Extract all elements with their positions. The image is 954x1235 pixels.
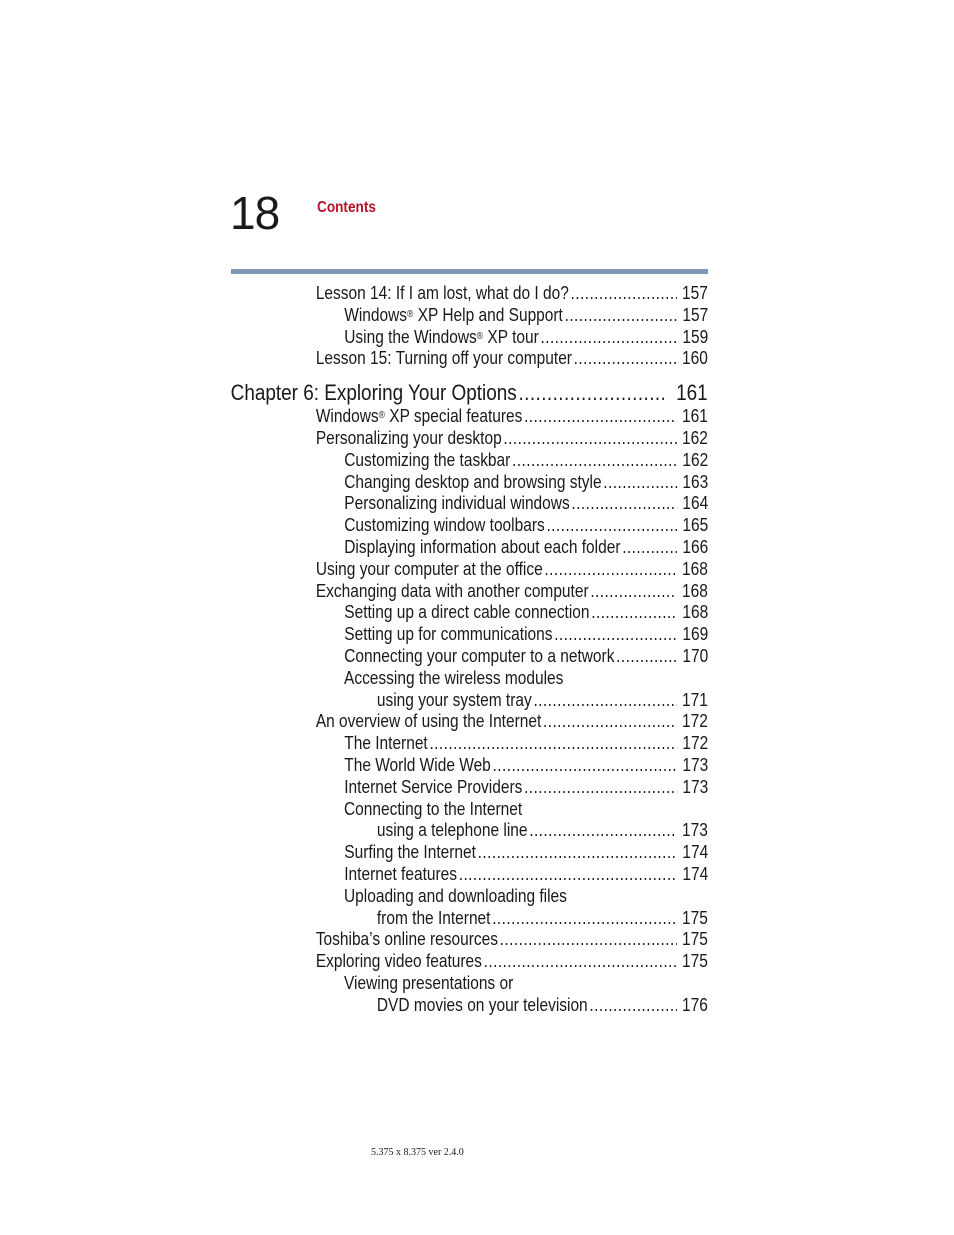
running-head: Contents [317,199,376,216]
toc-entry-page: 175 [682,907,708,928]
toc-entry-title: Personalizing individual windows [344,493,570,514]
dot-leader [524,777,677,799]
toc-entry-title: Setting up for communications [344,624,553,645]
toc-entry-title: Displaying information about each folder [344,536,621,557]
toc-entry-page: 175 [682,929,708,950]
toc-entry[interactable] [231,842,708,864]
toc-entry-page: 163 [682,471,708,492]
toc-entry-title: Toshiba’s online resources [316,929,499,950]
toc-entry[interactable] [231,711,708,733]
dot-leader [571,493,677,515]
toc-entry-title: Internet features [344,863,457,884]
toc-chapter-6[interactable] [231,380,708,406]
table-of-contents [231,283,708,1017]
dot-leader [534,690,677,712]
toc-entry-page: 168 [682,602,708,623]
toc-entry-title: Setting up a direct cable connection [344,602,590,623]
toc-entry-continued[interactable] [231,799,708,821]
toc-entry[interactable] [231,624,708,646]
toc-entry-page: 165 [682,515,708,536]
toc-entry-page: 175 [682,951,708,972]
toc-entry[interactable] [231,472,708,494]
toc-entry[interactable] [231,581,708,603]
header-rule [231,269,708,274]
registered-mark: ® [476,330,483,342]
dot-leader [524,406,677,428]
toc-entry[interactable] [231,646,708,668]
toc-entry-title: Lesson 15: Turning off your computer [316,348,573,369]
toc-entry-title: Exchanging data with another computer [316,580,589,601]
toc-entry-title: Surfing the Internet [344,842,476,863]
toc-entry-page: 173 [682,776,708,797]
dot-leader [574,348,677,370]
toc-entry-page: 168 [682,580,708,601]
toc-entry[interactable] [231,559,708,581]
toc-entry-title: Viewing presentations or [344,972,514,993]
toc-entry[interactable] [231,450,708,472]
toc-entry-page: 172 [682,711,708,732]
toc-entry[interactable] [231,428,708,450]
toc-entry-continued[interactable] [231,668,708,690]
toc-entry-title: Customizing the taskbar [344,449,511,470]
toc-entry-title: Internet Service Providers [344,776,523,797]
chapter-page: 161 [676,380,708,406]
dot-leader [477,842,677,864]
dot-leader [500,929,677,951]
toc-entry-page: 174 [682,863,708,884]
dot-leader [540,327,677,349]
toc-entry[interactable] [231,690,708,712]
dot-leader [484,951,677,973]
toc-entry-page: 176 [682,994,708,1015]
toc-entry-page: 160 [682,348,708,369]
dot-leader [543,711,677,733]
toc-entry[interactable] [231,864,708,886]
toc-entry-page: 171 [682,689,708,710]
toc-entry-title: Using your computer at the office [316,558,543,579]
toc-entry-page: 157 [682,304,708,325]
toc-entry-page: 174 [682,842,708,863]
toc-entry-lesson-14[interactable] [231,283,708,305]
dot-leader [571,283,677,305]
toc-entry-title: An overview of using the Internet [316,711,542,732]
dot-leader [591,602,677,624]
registered-mark: ® [406,308,414,320]
toc-entry[interactable] [231,537,708,559]
dot-leader [603,472,677,494]
toc-entry-continued[interactable] [231,886,708,908]
dot-leader [492,755,677,777]
dot-leader [616,646,677,668]
toc-entry-title: using a telephone line [377,820,528,841]
toc-entry-xp-tour[interactable] [231,327,708,349]
dot-leader [545,559,677,581]
toc-entry-title: Lesson 14: If I am lost, what do I do? [316,283,569,303]
toc-entry-page: 173 [682,820,708,841]
dot-leader [591,581,677,603]
toc-entry-title: DVD movies on your television [377,994,588,1015]
toc-entry-page: 169 [682,624,708,645]
chapter-title: Chapter 6: Exploring Your Options [231,380,518,406]
toc-entry[interactable] [231,777,708,799]
dot-leader [590,995,677,1017]
dot-leader [529,820,677,842]
toc-entry-title: Personalizing your desktop [316,427,502,448]
toc-entry-page: 159 [682,326,708,347]
dot-leader [512,450,677,472]
toc-entry[interactable] [231,755,708,777]
toc-entry-lesson-15[interactable] [231,348,708,370]
toc-entry-page: 164 [682,493,708,514]
toc-entry[interactable] [231,929,708,951]
toc-entry-title: from the Internet [377,907,491,928]
toc-entry[interactable] [231,995,708,1017]
toc-entry-page: 161 [682,406,708,427]
toc-entry-page: 157 [682,283,708,303]
toc-entry[interactable] [231,908,708,930]
toc-entry-page: 162 [682,449,708,470]
dot-leader [458,864,677,886]
toc-entry-title: Customizing window toolbars [344,515,545,536]
toc-entry-xp-help[interactable] [231,305,708,327]
toc-entry-title: Connecting your computer to a network [344,645,615,666]
dot-leader [546,515,677,537]
toc-entry-continued[interactable] [231,973,708,995]
page-number: 18 [230,187,280,239]
toc-entry[interactable] [231,493,708,515]
dot-leader [504,428,677,450]
toc-entry-title: Using the Windows® XP tour [344,326,539,347]
toc-entry-page: 172 [682,733,708,754]
toc-entry-page: 162 [682,427,708,448]
toc-entry-title: Connecting to the Internet [344,798,523,819]
toc-entry-title: Accessing the wireless modules [344,667,564,688]
toc-entry-title: Windows® XP Help and Support [344,304,563,325]
dot-leader [492,908,677,930]
toc-entry[interactable] [231,820,708,842]
toc-entry-page: 168 [682,558,708,579]
toc-entry-title: The Internet [344,733,428,754]
toc-entry-page: 170 [682,645,708,666]
toc-entry-page: 166 [682,536,708,557]
dot-leader [622,537,677,559]
toc-entry[interactable] [231,602,708,624]
toc-entry-title: Changing desktop and browsing style [344,471,602,492]
dot-leader [429,733,677,755]
toc-entry-title: using your system tray [377,689,532,710]
registered-mark: ® [378,410,386,422]
dot-leader [564,305,677,327]
print-footer: 5.375 x 8.375 ver 2.4.0 [371,1147,464,1158]
toc-entry-page: 173 [682,754,708,775]
toc-entry-title: The World Wide Web [344,754,491,775]
toc-entry-title: Exploring video features [316,951,483,972]
toc-entry[interactable] [231,733,708,755]
toc-entry-title: Windows® XP special features [316,406,523,427]
dot-leader [554,624,677,646]
toc-entry[interactable] [231,515,708,537]
dot-leader [519,380,665,406]
toc-entry-title: Uploading and downloading files [344,885,567,906]
toc-entry-xp-special[interactable] [231,406,708,428]
toc-entry[interactable] [231,951,708,973]
